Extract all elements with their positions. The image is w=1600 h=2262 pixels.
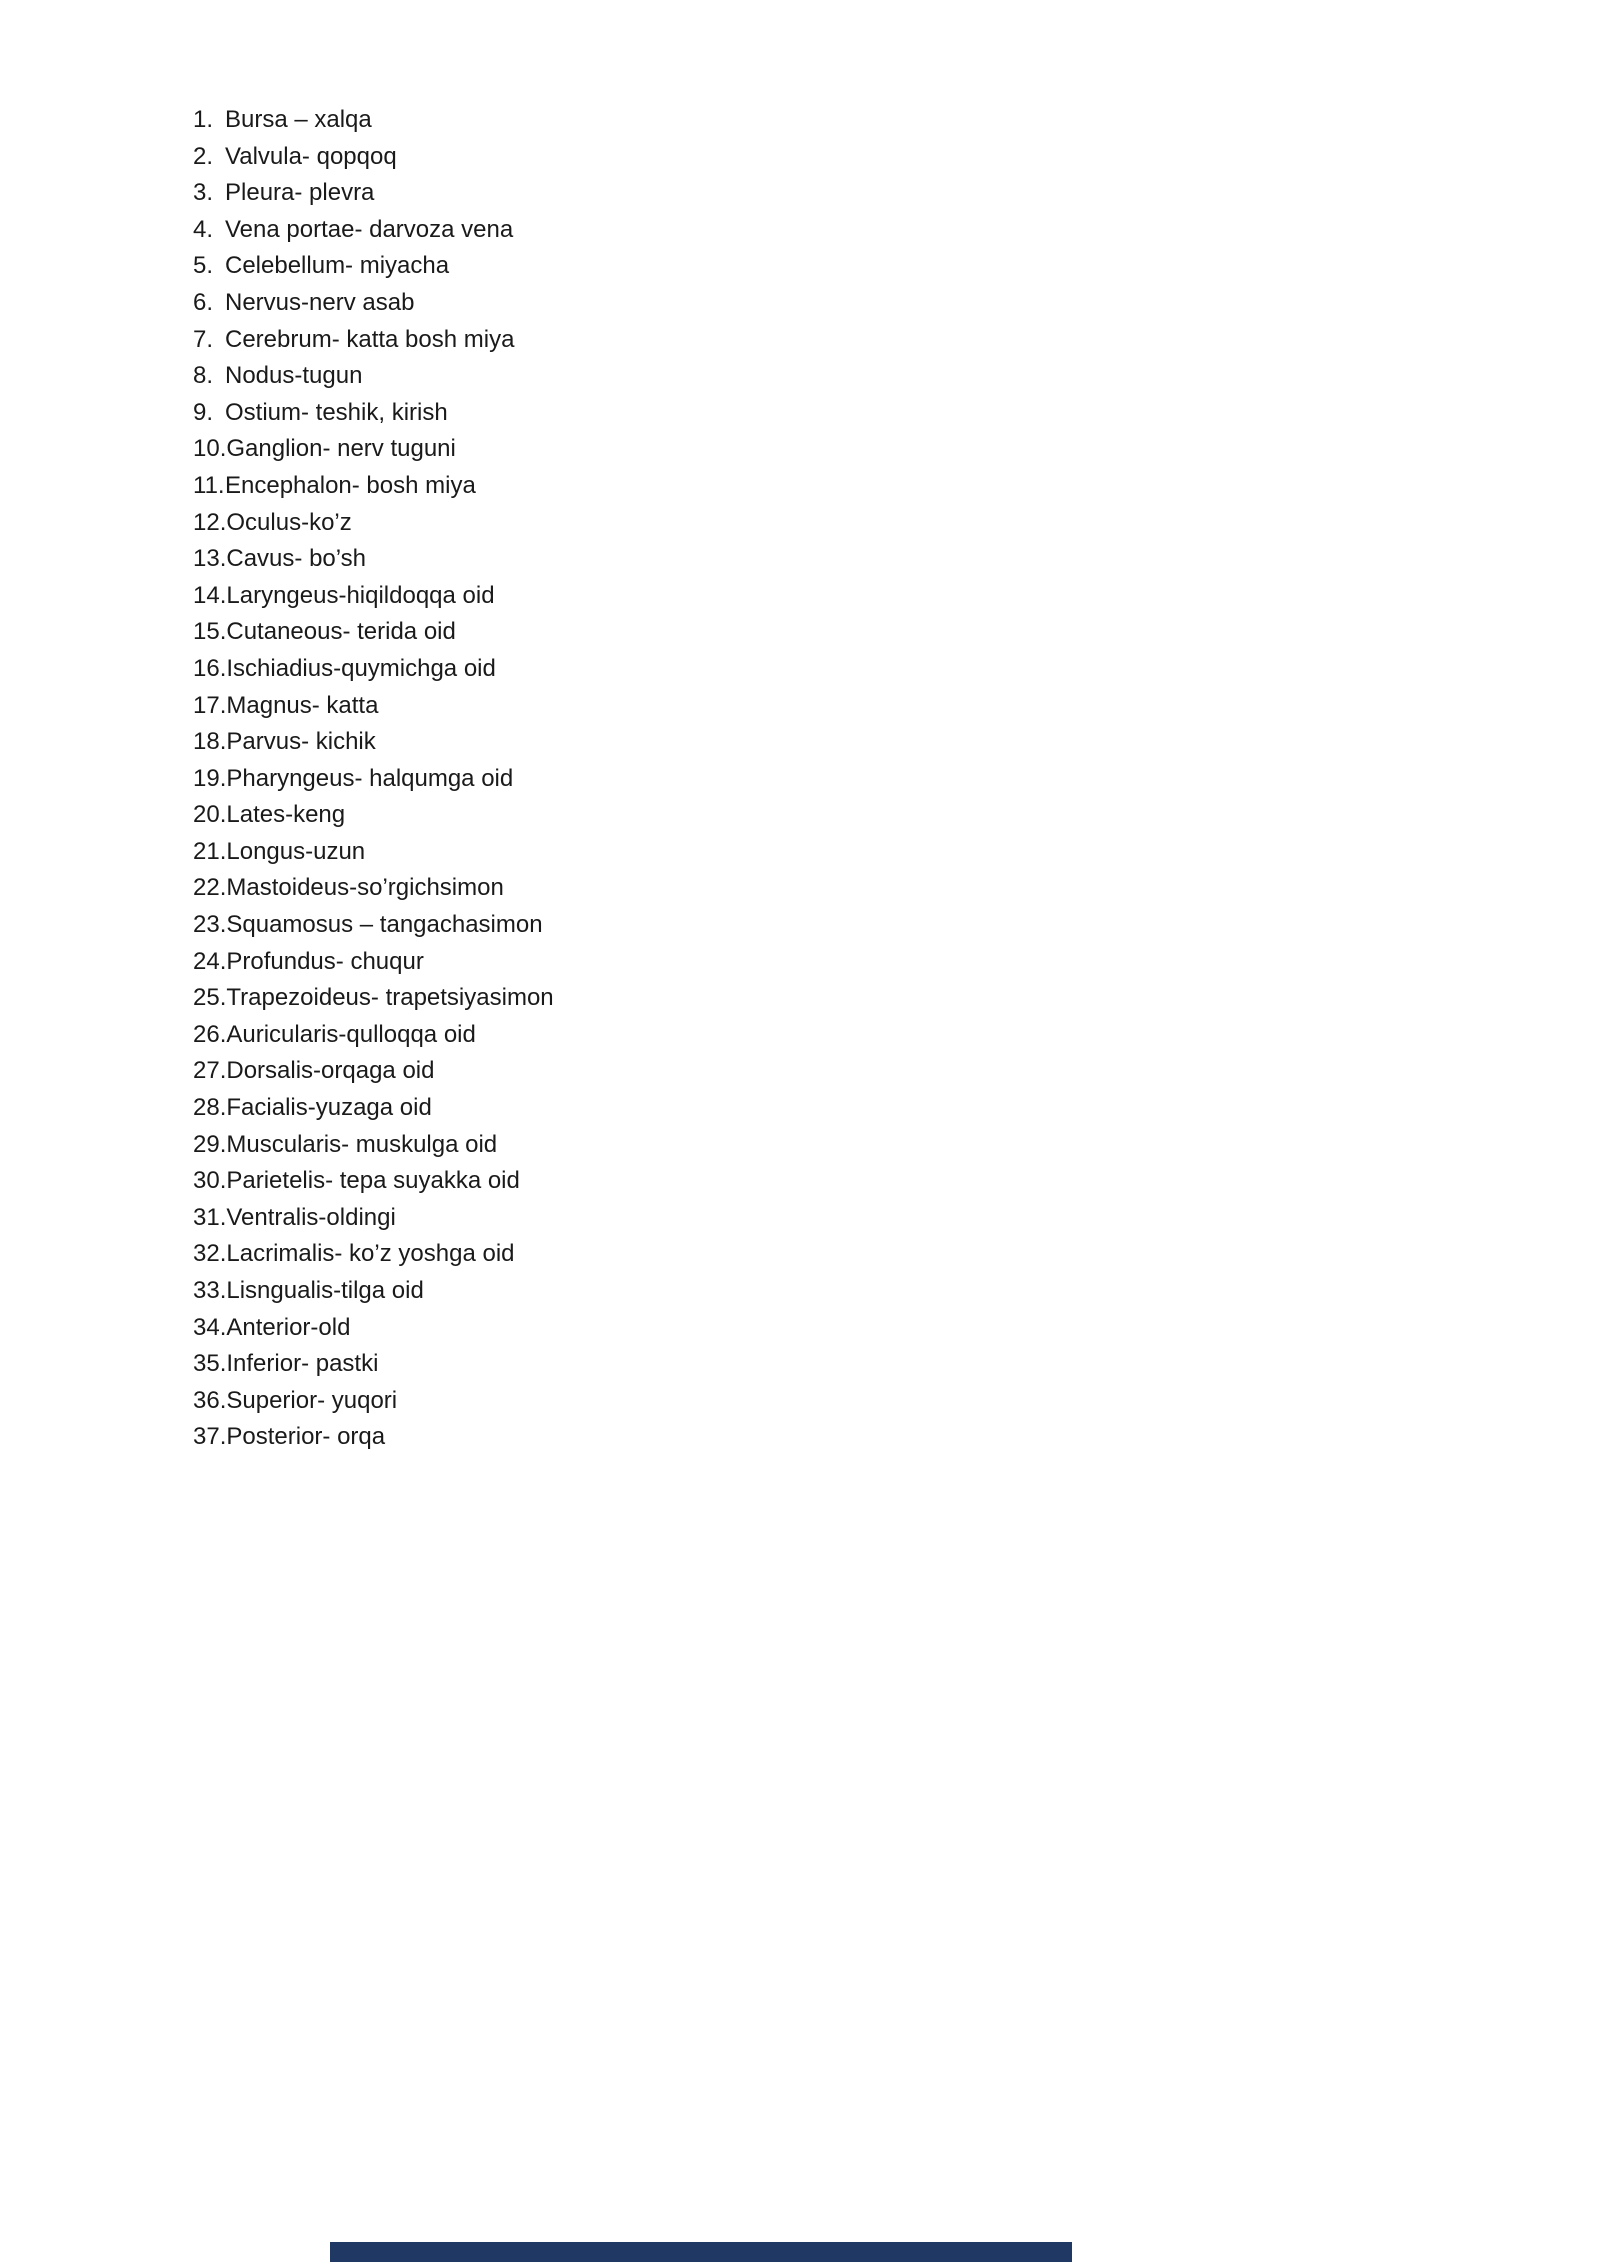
item-number: 31. xyxy=(193,1203,227,1231)
item-text: Inferior- pastki xyxy=(226,1350,379,1378)
item-number: 27. xyxy=(193,1057,227,1085)
list-item xyxy=(193,761,554,798)
list-item xyxy=(193,505,554,542)
item-text: Parvus- kichik xyxy=(226,728,376,756)
item-number: 19. xyxy=(193,764,227,792)
item-text: Superior- yuqori xyxy=(226,1386,398,1414)
list-item xyxy=(193,834,554,871)
list-item xyxy=(193,358,554,395)
list-item xyxy=(193,139,554,176)
item-number: 9. xyxy=(193,398,214,426)
item-number: 24. xyxy=(193,947,227,975)
item-number: 23. xyxy=(193,911,227,939)
item-text: Encephalon- bosh miya xyxy=(225,471,476,499)
item-text: Celebellum- miyacha xyxy=(225,252,450,280)
list-item xyxy=(193,1236,554,1273)
list-item xyxy=(193,1310,554,1347)
list-item xyxy=(193,322,554,359)
item-number: 28. xyxy=(193,1094,227,1122)
item-number: 21. xyxy=(193,837,227,865)
item-text: Valvula- qopqoq xyxy=(225,142,397,170)
list-item xyxy=(193,395,554,432)
list-item xyxy=(193,980,554,1017)
list-item xyxy=(193,1383,554,1420)
item-number: 34. xyxy=(193,1313,227,1341)
item-text: Muscularis- muskulga oid xyxy=(226,1130,498,1158)
item-text: Oculus-ko’z xyxy=(226,508,352,536)
item-text: Posterior- orqa xyxy=(226,1423,386,1451)
list-item xyxy=(193,1419,554,1456)
item-text: Mastoideus-so’rgichsimon xyxy=(226,874,504,902)
item-text: Profundus- chuqur xyxy=(226,947,424,975)
item-text: Laryngeus-hiqildoqqa oid xyxy=(226,581,495,609)
item-text: Ganglion- nerv tuguni xyxy=(226,435,456,463)
item-number: 36. xyxy=(193,1386,227,1414)
list-item xyxy=(193,102,554,139)
list-item xyxy=(193,541,554,578)
list-item xyxy=(193,688,554,725)
item-text: Cavus- bo’sh xyxy=(226,545,367,573)
item-text: Dorsalis-orqaga oid xyxy=(226,1057,435,1085)
item-number: 1. xyxy=(193,106,214,133)
list-item xyxy=(193,431,554,468)
item-number: 35. xyxy=(193,1350,227,1378)
item-text: Nodus-tugun xyxy=(225,362,363,390)
list-item xyxy=(193,212,554,249)
list-item xyxy=(193,724,554,761)
list-item xyxy=(193,175,554,212)
list-item xyxy=(193,1090,554,1127)
list-item xyxy=(193,285,554,322)
item-number: 30. xyxy=(193,1167,227,1195)
list-item xyxy=(193,614,554,651)
list-item xyxy=(193,248,554,285)
item-number: 29. xyxy=(193,1130,227,1158)
item-text: Parietelis- tepa suyakka oid xyxy=(226,1167,520,1195)
list-item xyxy=(193,870,554,907)
list-item xyxy=(193,1346,554,1383)
item-text: Lates-keng xyxy=(226,801,346,829)
item-number: 3. xyxy=(193,179,214,207)
item-text: Anterior-old xyxy=(226,1313,351,1341)
item-number: 11. xyxy=(193,471,225,499)
item-number: 13. xyxy=(193,545,227,573)
item-number: 2. xyxy=(193,142,214,170)
item-number: 26. xyxy=(193,1020,227,1048)
item-number: 12. xyxy=(193,508,227,536)
item-number: 22. xyxy=(193,874,227,902)
item-text: Lacrimalis- ko’z yoshga oid xyxy=(226,1240,515,1268)
item-text: Vena portae- darvoza vena xyxy=(225,215,514,243)
list-item xyxy=(193,651,554,688)
item-number: 33. xyxy=(193,1277,227,1304)
list-item xyxy=(193,1200,554,1237)
list-item xyxy=(193,1273,554,1310)
footer-bar xyxy=(330,2242,1072,2262)
item-number: 7. xyxy=(193,325,214,353)
item-number: 16. xyxy=(193,654,227,682)
item-text: Nervus-nerv asab xyxy=(225,288,415,316)
item-text: Trapezoideus- trapetsiyasimon xyxy=(226,984,554,1012)
item-text: Facialis-yuzaga oid xyxy=(226,1094,432,1122)
item-number: 5. xyxy=(193,252,214,280)
list-item xyxy=(193,1163,554,1200)
list-item xyxy=(193,1017,554,1054)
item-text: Auricularis-qulloqqa oid xyxy=(226,1020,476,1048)
item-text: Cerebrum- katta bosh miya xyxy=(225,325,515,353)
list-item xyxy=(193,944,554,981)
item-number: 8. xyxy=(193,362,214,390)
term-list xyxy=(193,102,554,1456)
list-item xyxy=(193,797,554,834)
item-text: Cutaneous- terida oid xyxy=(226,618,456,646)
item-number: 15. xyxy=(193,618,227,646)
item-number: 17. xyxy=(193,691,227,719)
list-item xyxy=(193,578,554,615)
item-text: Ventralis-oldingi xyxy=(226,1203,396,1231)
item-number: 6. xyxy=(193,288,214,316)
item-text: Ostium- teshik, kirish xyxy=(225,398,448,426)
item-text: Squamosus – tangachasimon xyxy=(226,911,543,939)
item-number: 32. xyxy=(193,1240,227,1268)
list-item xyxy=(193,907,554,944)
item-text: Pharyngeus- halqumga oid xyxy=(226,764,514,792)
item-text: Longus-uzun xyxy=(226,837,366,865)
item-number: 14. xyxy=(193,581,227,609)
item-text: Lisngualis-tilga oid xyxy=(226,1277,424,1304)
list-item xyxy=(193,1053,554,1090)
item-number: 4. xyxy=(193,215,214,243)
item-text: Ischiadius-quymichga oid xyxy=(226,654,496,682)
item-text: Bursa – xalqa xyxy=(225,106,372,133)
item-number: 37. xyxy=(193,1423,227,1451)
item-number: 25. xyxy=(193,984,227,1012)
item-number: 10. xyxy=(193,435,227,463)
item-text: Pleura- plevra xyxy=(225,179,375,207)
item-number: 20. xyxy=(193,801,227,829)
list-item xyxy=(193,1127,554,1164)
item-number: 18. xyxy=(193,728,227,756)
item-text: Magnus- katta xyxy=(226,691,379,719)
list-item xyxy=(193,468,554,505)
